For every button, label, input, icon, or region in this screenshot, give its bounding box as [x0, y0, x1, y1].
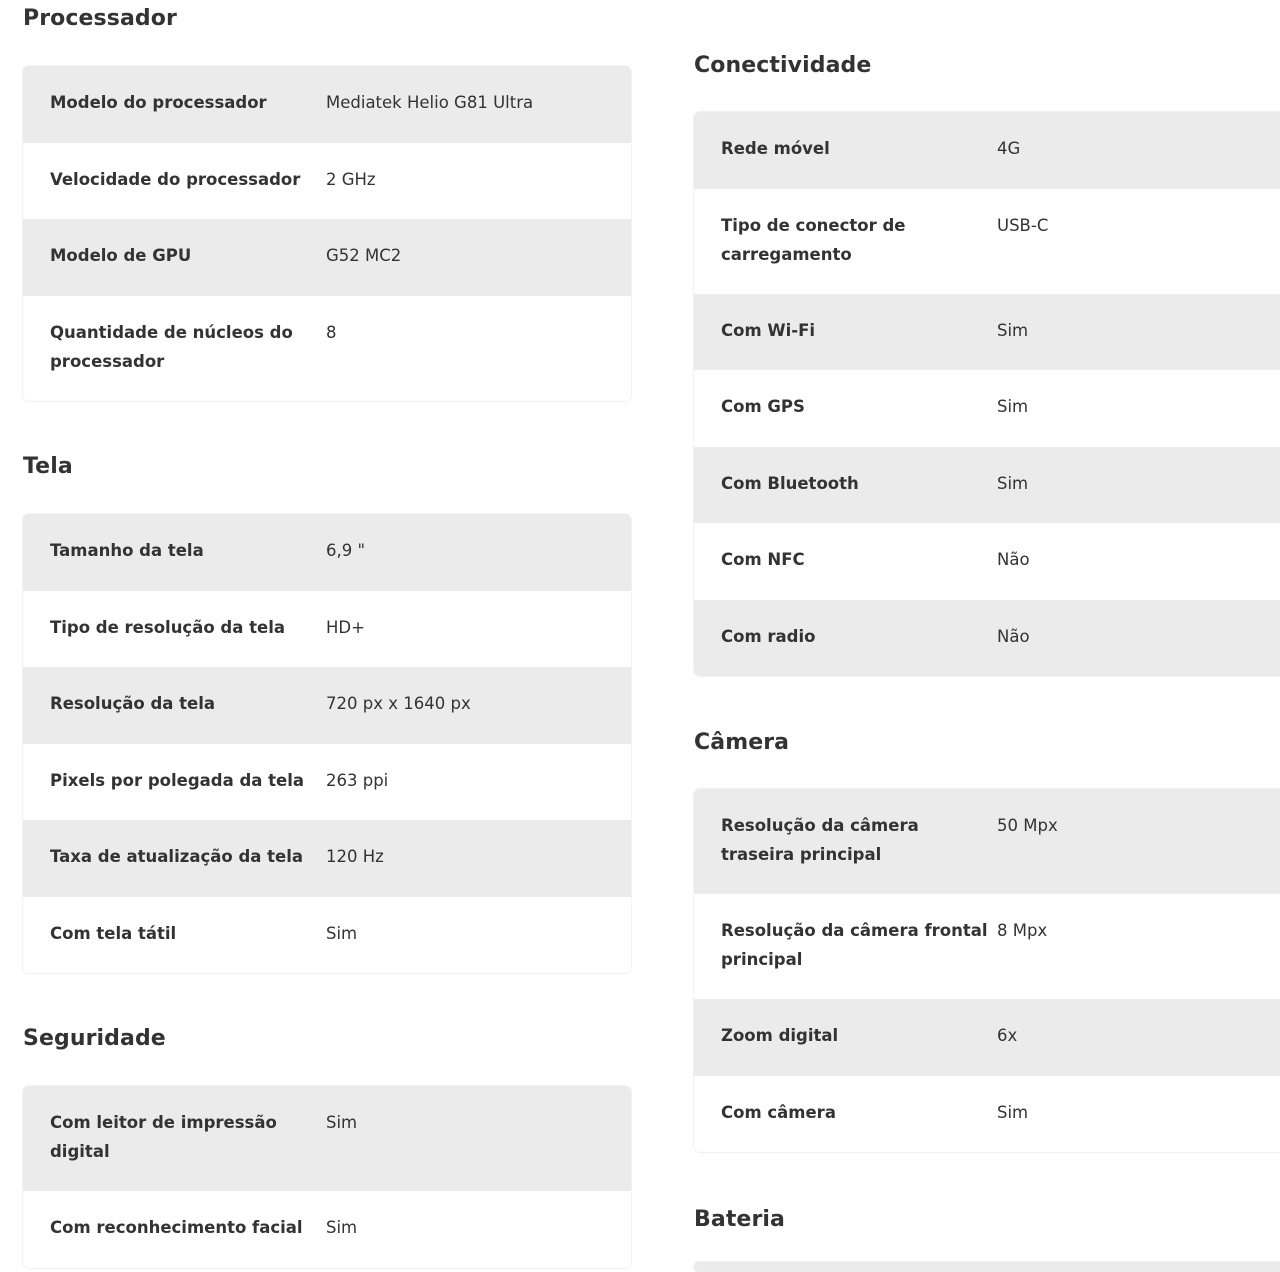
spec-value: 6,9 "	[326, 541, 366, 560]
section-title-bateria: Bateria	[694, 1207, 785, 1232]
section-title-conectividade: Conectividade	[694, 53, 872, 78]
spec-value: Não	[997, 550, 1030, 569]
spec-label: Com Wi-Fi	[721, 320, 816, 340]
spec-label: Quantidade de núcleos do processador	[50, 322, 293, 371]
spec-value: Sim	[997, 397, 1029, 416]
table-row	[23, 66, 631, 143]
spec-label: Tamanho da tela	[50, 541, 204, 560]
section-title-tela: Tela	[23, 454, 73, 479]
spec-label: Velocidade do processador	[50, 169, 301, 189]
table-row	[694, 600, 1280, 677]
spec-label: Com NFC	[721, 550, 805, 569]
spec-label: Com radio	[721, 626, 816, 646]
table-row	[23, 744, 631, 821]
spec-value: 8 Mpx	[997, 921, 1048, 940]
table-row	[694, 523, 1280, 600]
table-row	[694, 370, 1280, 447]
spec-value: 8	[326, 322, 337, 342]
table-row	[694, 112, 1280, 189]
table-row	[23, 1191, 631, 1268]
section-title-camera: Câmera	[694, 730, 790, 755]
table-row	[694, 447, 1280, 524]
spec-label: Com reconhecimento facial	[50, 1218, 303, 1237]
spec-value: 120 Hz	[326, 847, 384, 866]
spec-table-bateria	[694, 1262, 1280, 1272]
table-row	[23, 591, 631, 668]
table-row	[23, 820, 631, 897]
table-row	[694, 894, 1280, 999]
spec-label: Pixels por polegada da tela	[50, 770, 305, 790]
spec-label: Com GPS	[721, 397, 805, 416]
spec-label: Resolução da tela	[50, 694, 216, 713]
spec-label: Tipo de resolução da tela	[50, 617, 285, 637]
spec-label: Taxa de atualização da tela	[50, 847, 304, 866]
spec-label: Com Bluetooth	[721, 473, 859, 493]
table-row	[23, 514, 631, 591]
spec-value: Sim	[326, 923, 358, 943]
spec-value: 2 GHz	[326, 169, 376, 189]
spec-table-conectividade	[694, 112, 1280, 676]
spec-value: Sim	[326, 1113, 358, 1132]
spec-label: Com câmera	[721, 1102, 836, 1122]
spec-value: 263 ppi	[326, 770, 389, 790]
table-row	[23, 1086, 631, 1191]
spec-value: Sim	[997, 473, 1029, 493]
spec-label: Rede móvel	[721, 139, 830, 158]
spec-label: Com leitor de impressão digital	[50, 1113, 277, 1161]
spec-value: Mediatek Helio G81 Ultra	[326, 93, 534, 112]
spec-label: Modelo de GPU	[50, 246, 192, 265]
spec-value: USB-C	[997, 215, 1049, 235]
section-title-processador: Processador	[23, 6, 177, 31]
spec-label: Resolução da câmera frontal principal	[721, 921, 988, 969]
spec-value: Não	[997, 626, 1030, 646]
spec-value: 6x	[997, 1026, 1018, 1045]
spec-table-seguridade	[23, 1086, 631, 1268]
table-row	[23, 667, 631, 744]
table-row	[23, 143, 631, 220]
spec-value: Sim	[326, 1218, 358, 1237]
table-row	[694, 999, 1280, 1076]
table-row	[23, 296, 631, 401]
spec-label: Tipo de conector de carregamento	[721, 215, 906, 264]
spec-table-camera	[694, 789, 1280, 1152]
spec-label: Resolução da câmera traseira principal	[721, 816, 919, 864]
spec-table-processador	[23, 66, 631, 401]
section-title-seguridade: Seguridade	[23, 1026, 166, 1051]
spec-value: 720 px x 1640 px	[326, 694, 471, 713]
spec-value: G52 MC2	[326, 246, 402, 265]
spec-value: Sim	[997, 320, 1029, 340]
spec-value: HD+	[326, 617, 365, 637]
spec-label: Modelo do processador	[50, 93, 267, 112]
table-row	[23, 897, 631, 974]
spec-value: Sim	[997, 1102, 1029, 1122]
spec-value: 50 Mpx	[997, 816, 1058, 835]
spec-value: 4G	[997, 139, 1021, 158]
table-row	[694, 189, 1280, 294]
table-row	[23, 219, 631, 296]
spec-label: Com tela tátil	[50, 923, 177, 943]
table-row	[694, 789, 1280, 894]
spec-label: Zoom digital	[721, 1026, 839, 1045]
spec-table-tela	[23, 514, 631, 973]
table-row	[694, 294, 1280, 371]
table-row	[694, 1076, 1280, 1153]
